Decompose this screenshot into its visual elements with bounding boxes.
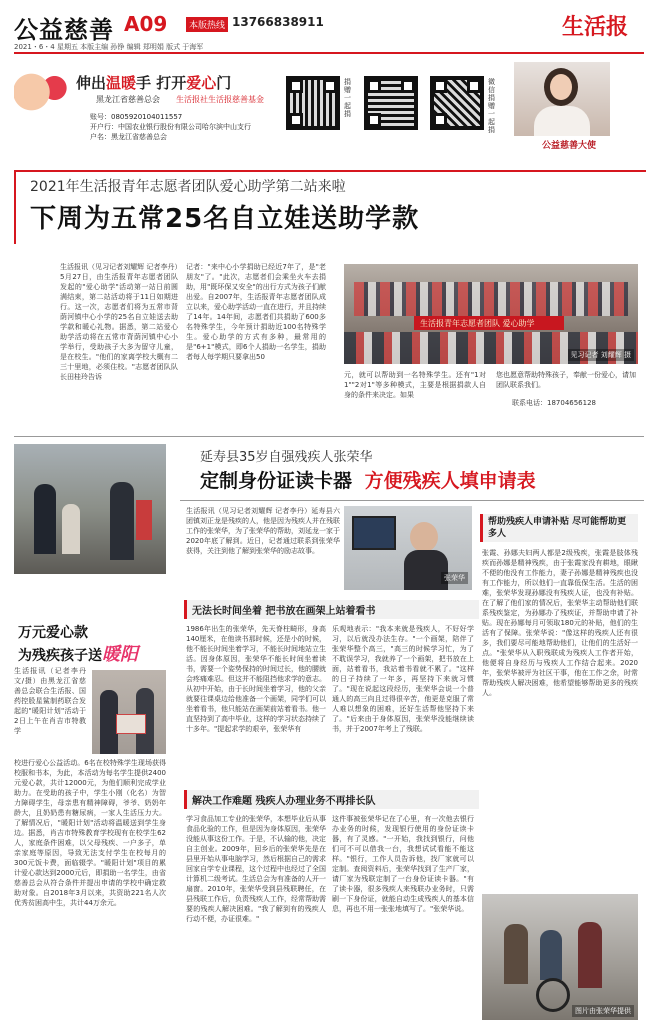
story2-column-1: 生活报讯（记者李丹 文/摄）由黑龙江省慈善总会联合生活报、国药控股星鲨制药联合发起的"暖阳计划"活动于2日上午在肖吉市特教学 [14,667,86,735]
qr-code[interactable] [364,76,418,130]
banner-text: 生活报青年志愿者团队 爱心助学 [420,319,535,328]
volunteer-group-photo [344,264,638,364]
charity-event-photo [14,444,166,574]
section-title: 公益慈善 [14,16,114,44]
story1-column-4: 您也愿意帮助特殊孩子，奉献一份爱心，请加团队联系我们。 [496,371,636,389]
qr-label: 微信捐赠一起捐 [488,78,495,134]
story2-column-2: 校进行爱心公益活动。6名在校特殊学生现场获得校服和书本，为此，本活动为每名学生提供2400元爱心款，共计12000元，为他们顺利完成学业助力。在受助的孩子中，学生小刚（化名）为智力障碍学生，母亲患有精神障碍，爷爷、奶奶年龄大，且奶奶患有糖尿病，一家人生活压力大。了解情况后，"暖阳计划"活动将温暖送到学生身边。据悉，肖吉市特殊教育学校现有在校学生62人，家庭条件困难，以父母残疾、一户多子，单亲家庭等原因，导致无法支付学生在校每月的300元饭卡费，面临辍学。"暖阳计划"项目的累计爱心款达到2000元后，即捐助一名学生，由省慈善总会从符合条件并提出申请的学校中确定救助对象。自2018年3月以来，共资助221名人次优秀贫困高中生，共计44万余元。 [14,759,166,907]
slogan-part: 手 打开 [136,74,187,92]
story2-headline-text: 为残疾孩子送 [18,648,102,664]
story2-headline [18,640,138,666]
story1-contact: 联系电话：18704656128 [512,399,596,407]
slogan-part: 门 [216,74,232,92]
photo-label: 张荣华 [441,572,468,584]
story3-body-1a: 1986年出生的张荣华，先天脊柱畸形，身高140厘米，在他读书那时候，还是小的时候，他不能长时间坐着学习，不能长时间地站立生活。因身体原因，张荣华不能长时间坐着读书，需要一个姿势保持的时间过长，他的腰就会疼痛难忍。但这并不能阻挡他求学的意志。从初中开始，由于长时间坐着学习，他的父亲就要往课桌边给他准备一个画架，同学们可以坐着看书，他只能站在画架前站着看书。他一直坚持到了高中毕业，这样的学习状态持续了十多年。"提起求学的艰辛，张荣华有 [186,625,326,733]
portrait-photo [344,506,472,590]
ad-account: 账号：0805920104011557 [90,113,183,121]
page-number: A09 [124,12,168,36]
story3-headline-sub: 方便残疾人填申请表 [364,470,536,492]
hotline-number: 13766838911 [232,15,324,29]
hotline-tag: 本版热线 [186,17,228,32]
story1-column-1: 生活报讯（见习记者刘耀辉 记者李丹）5月27日，由生活报青年志愿者团队发起的"爱心助学"活动第一站日前圆满结束，第二站活动将于11日如期进行。这一次，志愿者们将为五常市背荫河镇中心小学的25名自立娃送去助学款和暖心礼物。据悉，第二站爱心助学活动将在五常市背荫河镇中心小学举行，受助孩子大多为留守儿童，是在校生。"他们的家离学校大概有二三十里地，必须住校。"志愿者团队队长田桂玲告诉 [60,263,178,381]
ad-holder: 户名：黑龙江省慈善总会 [90,133,167,141]
masthead-rule [14,52,644,54]
slogan-part: 爱心 [186,74,217,92]
story3-headline-main: 定制身份证读卡器 [200,470,353,492]
donation-photo [92,670,166,754]
story3-body-1b: 乐观地表示："我本来就是残疾人，不好好学习，以后就没办法生存。"一个画架，陪伴了张荣华整个高三，"高三的时候学习忙，为了不耽误学习，我就养了一个画架，把书放在上面，站着看书，我站着书看就不累了。"这样的日子持续了一年多，再坚持下来就习惯了。"现在说起这段经历，张荣华会说一个普通人的高三向且过得很辛苦，他更是克服了常人难以想象的困难，还好生活帮他坚持下来了。"后来由于身体原因，张荣华没能继续读书，并于2007年考上了残联。 [332,625,474,733]
story2-kicker: 万元爱心款 [18,625,88,641]
story3-kicker: 延寿县35岁自强残疾人张荣华 [200,450,373,465]
ambassador-label: 公益慈善大使 [542,141,597,151]
slogan-part: 温暖 [106,74,137,92]
story3-body-2b: 这件事被张荣华记在了心里，有一次他去银行办业务的时候，发现银行使用的身份证读卡器，有了灵感。"一开始，我找到银行，问他们可不可以借我一台，我想试试看能不能这样。"银行，工作人员告诉他，找厂家就可以定制。查阅资料后，张荣华找到了生产厂家，请厂家为残联定制了一台身份证读卡器。"有了读卡器，很多残疾人来残联办业务时，只需刷一下身份证，就能自动生成残疾人的基本信息，再也不用一张张地填写了。"张荣华说。 [332,815,474,913]
story1-headline: 下周为五常25名自立娃送助学款 [30,204,420,234]
story3-intro: 生活报讯（见习记者刘耀辉 记者李丹）延寿县六团镇刘正龙是残疾的人，他是因为残疾人并在残联工作的张荣华，为了张荣华的帮助，刘延龙一家于2020年底了解到。近日，记者通过联系到张荣华获得，关注到他了解到张荣华的励志故事。 [186,507,340,555]
subheading-text: 帮助残疾人申请补贴 尽可能帮助更多人 [480,514,638,542]
slogan-part: 伸出 [76,74,107,92]
subheading-1: 无法长时间坐着 把书放在画架上站着看书 [184,600,479,619]
story1-kicker: 2021年生活报青年志愿者团队爱心助学第二站来啦 [30,179,346,195]
qr-label: 捐赠一起捐 [344,78,351,118]
story3-headline [200,466,536,493]
donation-ad [14,58,644,163]
story3-body-3: 张霞、孙娜夫妇两人都是2级残疾，张霞是肢体残疾而孙娜是精神残疾，由于张霞家没有耕地，眼瞅不便的他没有工作能力，妻子孙娜是精神残疾也没有工作能力，所以他们一直靠低保生活。生活的困难，张荣华发现孙娜没有残疾人证，也没有补贴。在了解了他们家的情况后，张荣华主动帮助他们联系残疾鉴定，为孙娜办了残疾证，并帮助申请了补贴。现在孙娜每月可领取180元的补贴，他们的生活有了保障。张荣华说："像这样的残疾人还有很多，我们要尽可能地帮助他们，让他们的生活好一点。"张荣华从入职残联成为残疾人工作者开始，他便将自身经历与残疾人工作结合起来。2020年，张荣华被评为社区干事，他在工作之余，时常帮助残疾人解决困难，他希望能够帮助更多的残疾人。 [482,549,638,697]
story3-frame [180,500,644,501]
story3-body-2a: 学习食品加工专业的张荣华，本想毕业后从事食品化验的工作，但是因为身体原因，张荣华没能从事这份工作。于是，不认输的他，决定自主创业。2009年，回乡后的张荣华先是在县里开始从事电脑学习，然后根据自己的需求回家自学专业课程，这个过程中也经过了全国计算机二级考试。生活总会为有准备的人开一扇窗。2010年，张荣华受到县残联聘任，在县残联工作后，负责残疾人工作，经常帮助需要的残疾人解决困难。"我了解到有的残疾人行动不便，办证很难。" [186,815,326,923]
ambassador-photo [514,62,610,136]
family-photo [482,894,638,1020]
subheading-3 [480,514,638,542]
subheading-2: 解决工作难题 残疾人办理业务不再排长队 [184,790,479,809]
story1-column-2: 记者："来中心小学捐助已经近7年了，是"老朋友"了。"此次，志愿者们会乘坐火车去捐助，用"既环保又安全"的出行方式为孩子们献出爱。自2007年，生活报青年志愿者团队成立以来，爱心助学活动一直在进行，并且持续了14年。14年间，志愿者们共捐助了600多名特殊学生，今年预计捐助近100名特殊学生。爱心助学的方式有多种，最常用的是"6+1"模式，即6个人捐助一名学生，捐助者每人每学期只要拿出50 [186,263,326,361]
qr-code[interactable] [430,76,484,130]
dateline: 2021・6・4 星期五 本版主编 孙铮 编辑 郑明娟 版式 于海军 [14,43,204,51]
hands-heart-icon [14,72,72,112]
story1-column-3: 元，就可以帮助到一名特殊学生。还有"1对1""2对1"等多种模式，主要是根据捐款人自身的条件来决定。如果 [344,371,486,399]
ad-slogan [76,72,231,93]
story2-headline-highlight: 暖阳 [102,644,138,665]
masthead [14,8,644,54]
ad-org-2: 生活报社生活报慈善基金 [176,95,264,104]
qr-code[interactable] [286,76,340,130]
ad-org-1: 黑龙江省慈善总会 [96,95,160,104]
section-divider [14,436,644,437]
brand-logo: 生活报 [562,14,629,40]
ad-bank: 开户行：中国农业银行股份有限公司哈尔滨中山支行 [90,123,251,131]
photo-caption: 图片由张荣华提供 [572,1005,634,1017]
photo-caption: 见习记者 刘耀辉 摄 [568,349,634,361]
